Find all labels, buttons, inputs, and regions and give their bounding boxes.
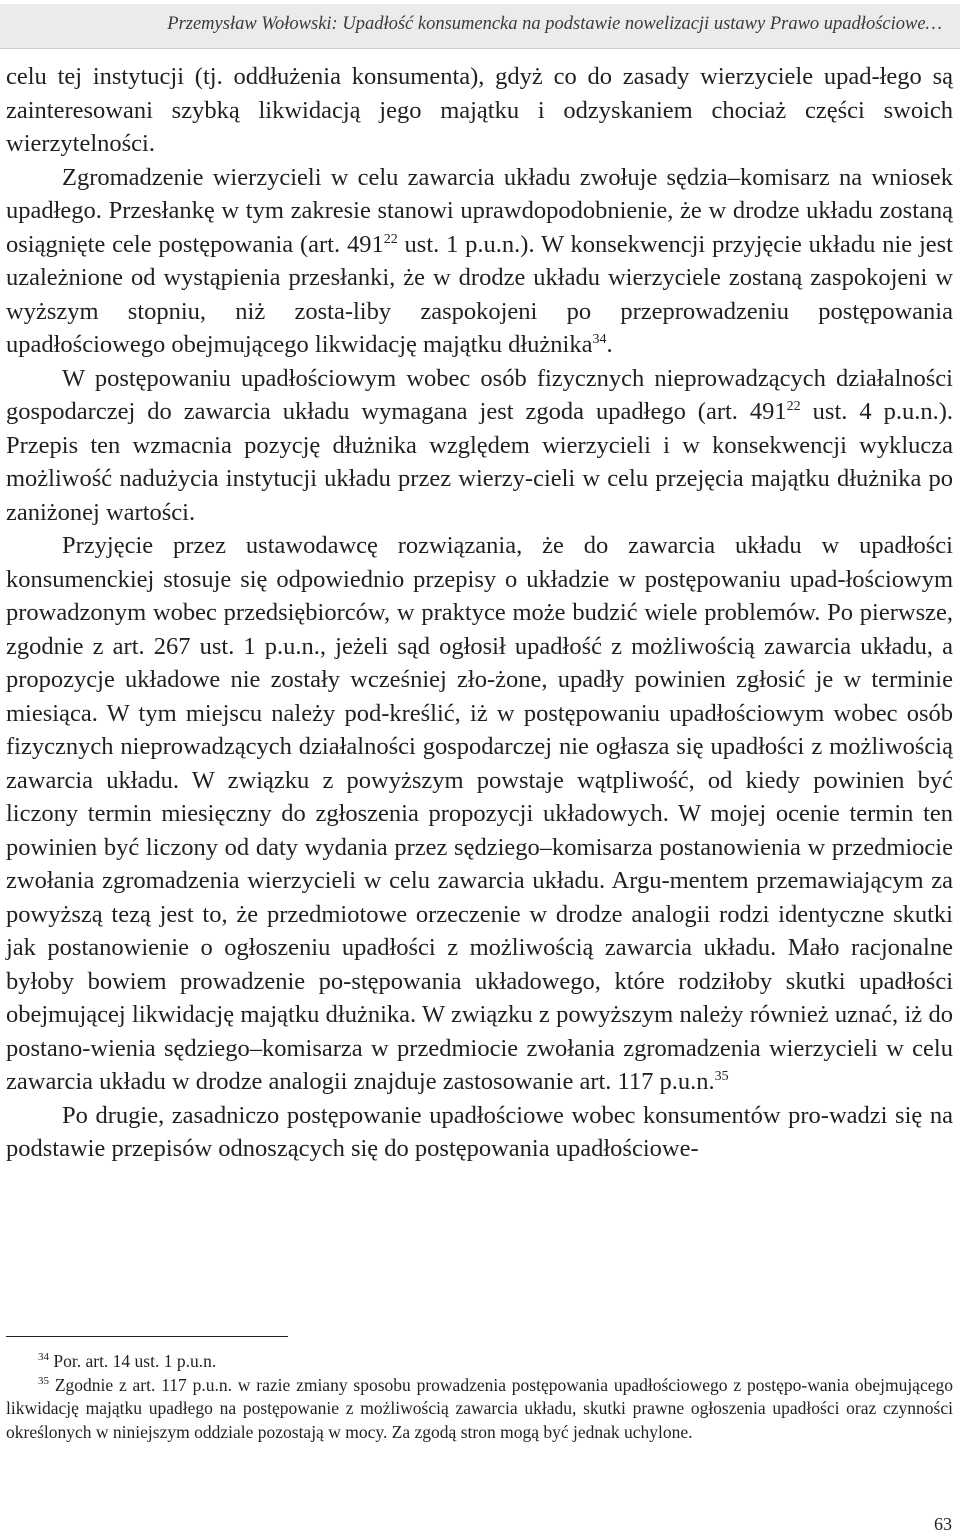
main-text: [6, 60, 953, 1166]
page-number: 63: [934, 1514, 952, 1534]
footnote-number: 34: [38, 1351, 49, 1364]
paragraph-3-text-b: ust. 4 p.u.n.). Przepis ten wzmacnia pozycję dłużnika względem wierzycieli i w konsekwencji wyklucza możliwość nadużycia instytucji układu przez wierzy-cieli w celu przejęcia majątku dłużnika po zaniżonej wartości.: [6, 398, 954, 526]
footnote-ref-34[interactable]: 34: [592, 331, 607, 347]
footnote-separator: [6, 1336, 288, 1337]
running-title: Przemysław Wołowski: Upadłość konsumencka na podstawie nowelizacji ustawy Prawo upadłościowe…: [167, 14, 942, 34]
footnote-ref-35[interactable]: 35: [714, 1068, 729, 1084]
paragraph-1-text: celu tej instytucji (tj. oddłużenia konsumenta), gdyż co do zasady wierzyciele upad-łego są zainteresowani szybką likwidacją jego majątku i odzyskaniem chociaż części swoich wierzytelności.: [6, 63, 953, 157]
footnote-number: 35: [38, 1374, 49, 1387]
footnote-35: [6, 1374, 953, 1445]
paragraph-1: [6, 60, 953, 161]
footnote-text: Por. art. 14 ust. 1 p.u.n.: [49, 1351, 217, 1371]
paragraph-5: [6, 1099, 953, 1166]
paragraph-3-text-a: W postępowaniu upadłościowym wobec osób fizycznych nieprowadzących działalności gospodarczej do zawarcia układu wymagana jest zgoda upadłego (art. 491: [6, 364, 953, 425]
footnotes: [6, 1350, 953, 1444]
superscript-22: 22: [786, 398, 801, 414]
paragraph-3: [6, 362, 953, 530]
footnote-34: [6, 1350, 953, 1374]
superscript-22: 22: [383, 231, 398, 247]
paragraph-4: [6, 529, 953, 1099]
paragraph-4-text: Przyjęcie przez ustawodawcę rozwiązania, że do zawarcia układu w upadłości konsumenckiej stosuje się odpowiednio przepisy o układzie w postępowaniu upad-łościowym prowadzonym wobec przedsiębiorców, w praktyce może budzić wiele problemów. Po pierwsze, zgodnie z art. 267 ust. 1 p.u.n., jeżeli sąd ogłosił upadłość z możliwością zawarcia układu, a propozycje układowe nie zostały wcześniej zło-żone, upadły powinien zgłosić je w terminie miesiąca. W tym miejscu należy pod-kreślić, iż w postępowaniu upadłościowym wobec osób fizycznych nieprowadzących działalności gospodarczej nie ogłasza się upadłości z możliwością zawarcia układu. W związku z powyższym powstaje wątpliwość, od kiedy powinien być liczony termin miesięczny do zgłoszenia propozycji układowych. W mojej ocenie termin ten powinien być liczony od daty wydania przez sędziego–komisarza postanowienia w przedmiocie zwołania zgromadzenia wierzycieli w celu zawarcia układu. Argu-mentem przemawiającym za powyższą tezą jest to, że przedmiotowe orzeczenie w drodze analogii rodzi identyczne skutki jak postanowienie o ogłoszeniu upadłości z możliwością zawarcia układu. Mało racjonalne byłoby bowiem prowadzenie po-stępowania układowego, które rodziłoby skutki upadłości obejmującej likwidację majątku dłużnika. W związku z powyższym należy również uznać, iż do postano-wienia sędziego–komisarza w przedmiocie zwołania zgromadzenia wierzycieli w celu zawarcia układu w drodze analogii znajduje zastosowanie art. 117 p.u.n.: [6, 532, 953, 1095]
paragraph-2: [6, 161, 953, 362]
paragraph-2-text-c: .: [606, 331, 613, 358]
paragraph-2-text-b: ust. 1 p.u.n.). W konsekwencji przyjęcie układu nie jest uzależnione od wystąpienia przesłanki, że w drodze układu wierzyciele zostaną zaspokojeni w wyższym stopniu, niż zosta-liby zaspokojeni po przeprowadzeniu postępowania upadłościowego obejmującego likwidację majątku dłużnika: [6, 230, 953, 358]
footnote-text: Zgodnie z art. 117 p.u.n. w razie zmiany sposobu prowadzenia postępowania upadłościowego z postępo-wania obejmującego likwidację majątku upadłego na postępowanie z możliwością zawarcia układu, skutki prawne ogłoszenia upadłości oraz czynności określonych w niniejszym oddziale pozostają w mocy. Za zgodą stron mogą być jednak uchylone.: [6, 1374, 953, 1442]
running-header: [0, 4, 960, 49]
paragraph-2-text-a: Zgromadzenie wierzycieli w celu zawarcia układu zwołuje sędzia–komisarz na wniosek upadłego. Przesłankę w tym zakresie stanowi uprawdopodobnienie, że w drodze układu zostaną osiągnięte cele postępowania (art. 491: [6, 163, 953, 258]
paragraph-5-text: Po drugie, zasadniczo postępowanie upadłościowe wobec konsumentów pro-wadzi się na podstawie przepisów odnoszących się do postępowania upadłościowe-: [6, 1101, 953, 1162]
